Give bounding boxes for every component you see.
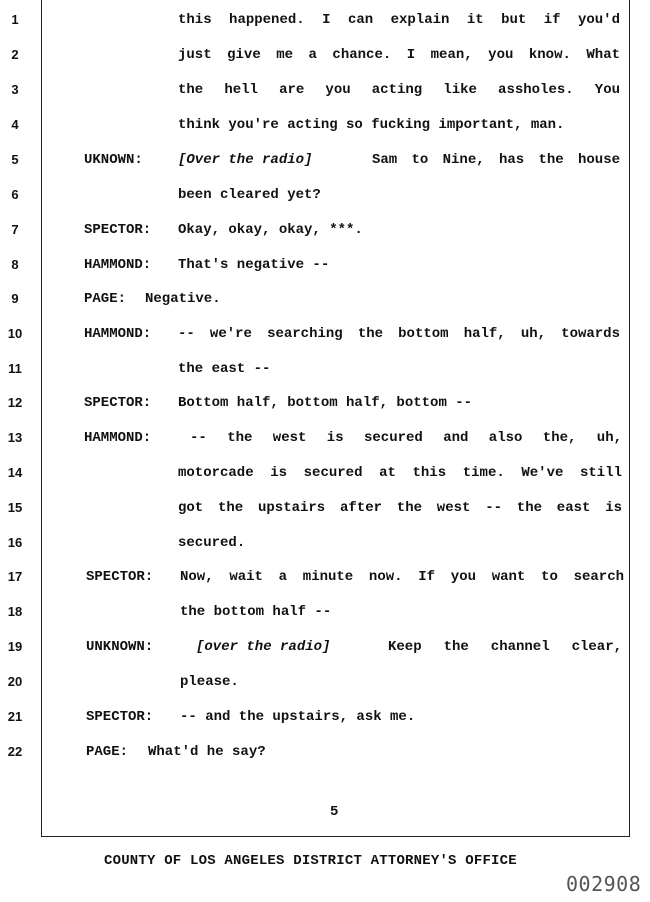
line-text: think you're acting so fucking important, man.: [178, 117, 565, 133]
line-number: 10: [7, 326, 23, 341]
transcript-line: [0, 744, 650, 764]
line-number: 18: [7, 604, 23, 619]
speaker-label: SPECTOR:: [86, 569, 154, 585]
line-text: -- the west is secured and also the, uh,: [190, 430, 622, 446]
line-text: That's negative --: [178, 257, 330, 273]
speaker-label: HAMMOND:: [84, 257, 152, 273]
line-number: 8: [11, 257, 19, 272]
footer-office-name: COUNTY OF LOS ANGELES DISTRICT ATTORNEY'S OFFICE: [104, 853, 517, 869]
line-number: 5: [11, 152, 19, 167]
line-number: 3: [11, 82, 19, 97]
line-text: What'd he say?: [148, 744, 266, 760]
transcript-line: [0, 291, 650, 311]
line-number: 20: [7, 674, 23, 689]
transcript-line: [0, 395, 650, 415]
line-text: Bottom half, bottom half, bottom --: [178, 395, 473, 411]
line-text: -- we're searching the bottom half, uh, towards: [178, 326, 620, 342]
speaker-label: SPECTOR:: [84, 222, 152, 238]
line-text: the bottom half --: [180, 604, 332, 620]
line-text: been cleared yet?: [178, 187, 321, 203]
transcript-line: [0, 639, 650, 659]
line-number: 15: [7, 500, 23, 515]
transcript-line: [0, 326, 650, 346]
line-number: 6: [11, 187, 19, 202]
line-number: 2: [11, 47, 19, 62]
line-text: Okay, okay, okay, ***.: [178, 222, 363, 238]
transcript-line: [0, 117, 650, 137]
transcript-line: [0, 500, 650, 520]
bates-stamp: 002908: [566, 872, 642, 896]
transcript-line: [0, 187, 650, 207]
transcript-line: [0, 82, 650, 102]
line-text: this happened. I can explain it but if you'd: [178, 12, 620, 28]
line-number: 22: [7, 744, 23, 759]
speaker-label: HAMMOND:: [84, 326, 152, 342]
line-number: 1: [11, 12, 19, 27]
transcript-line: [0, 569, 650, 589]
line-number: 19: [7, 639, 23, 654]
line-text: -- and the upstairs, ask me.: [180, 709, 416, 725]
line-number: 21: [7, 709, 23, 724]
transcript-line: [0, 709, 650, 729]
line-number: 7: [11, 222, 19, 237]
speaker-label: SPECTOR:: [86, 709, 154, 725]
line-text: just give me a chance. I mean, you know. What: [178, 47, 620, 63]
transcript-line: [0, 12, 650, 32]
transcript-line: [0, 430, 650, 450]
line-text: please.: [180, 674, 239, 690]
line-text: Sam to Nine, has the house: [372, 152, 620, 168]
transcript-line: [0, 152, 650, 172]
speaker-label: PAGE:: [86, 744, 129, 760]
line-number: 17: [7, 569, 23, 584]
transcript-line: [0, 47, 650, 67]
transcript-line: [0, 361, 650, 381]
transcript-line: [0, 604, 650, 624]
stage-direction: [Over the radio]: [178, 152, 313, 168]
line-text: the hell are you acting like assholes. You: [178, 82, 620, 98]
speaker-label: SPECTOR:: [84, 395, 152, 411]
line-text: Now, wait a minute now. If you want to search: [180, 569, 624, 585]
line-number: 12: [7, 395, 23, 410]
transcript-line: [0, 674, 650, 694]
page-number: 5: [330, 804, 339, 820]
transcript-line: [0, 465, 650, 485]
speaker-label: UNKNOWN:: [86, 639, 154, 655]
speaker-label: UKNOWN:: [84, 152, 143, 168]
speaker-label: HAMMOND:: [84, 430, 152, 446]
line-number: 14: [7, 465, 23, 480]
stage-direction: [over the radio]: [196, 639, 331, 655]
line-number: 16: [7, 535, 23, 550]
line-text: Keep the channel clear,: [388, 639, 622, 655]
line-text: motorcade is secured at this time. We've still: [178, 465, 622, 481]
line-text: the east --: [178, 361, 271, 377]
line-text: Negative.: [145, 291, 221, 307]
line-number: 4: [11, 117, 19, 132]
line-number: 11: [8, 361, 22, 376]
line-number: 9: [11, 291, 19, 306]
transcript-line: [0, 222, 650, 242]
transcript-line: [0, 257, 650, 277]
line-number: 13: [7, 430, 23, 445]
transcript-line: [0, 535, 650, 555]
line-text: got the upstairs after the west -- the east is: [178, 500, 622, 516]
line-text: secured.: [178, 535, 246, 551]
speaker-label: PAGE:: [84, 291, 127, 307]
